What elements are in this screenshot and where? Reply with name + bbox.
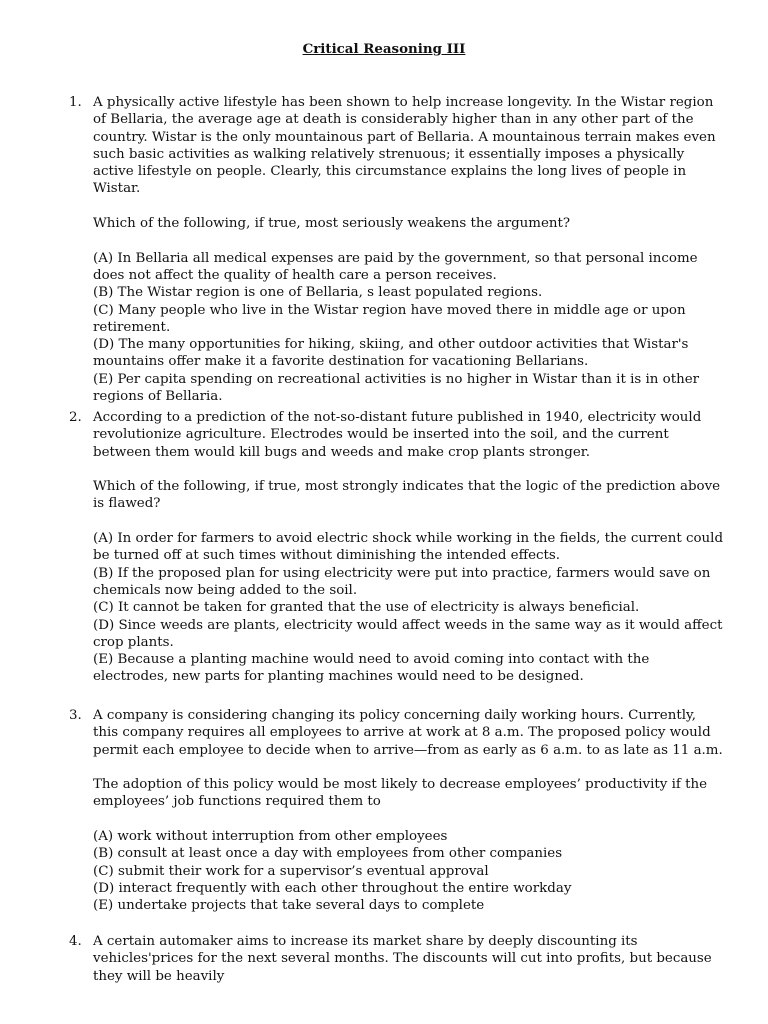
question-2 — [69, 409, 725, 686]
answer-option-b: (B) If the proposed plan for using electricity were put into practice, farmers would save on chemicals now being added to the soil. — [93, 565, 711, 598]
question-prompt: The adoption of this policy would be most likely to decrease employees’ productivity if the employees’ job functions required them to — [93, 777, 707, 810]
question-number: 1. — [69, 95, 82, 110]
question-4 — [69, 933, 725, 985]
question-stem: A certain automaker aims to increase its market share by deeply discounting its vehicles'prices for the next several months. The discounts will cut into profits, but because they will be heavily — [93, 934, 712, 984]
answer-option-e: (E) Per capita spending on recreational activities is no higher in Wistar than it is in other regions of Bellaria. — [93, 371, 700, 405]
page-title: Critical Reasoning III — [302, 41, 466, 57]
answer-option-e: (E) undertake projects that take several days to complete — [93, 898, 485, 914]
answer-option-e: (E) Because a planting machine would need to avoid coming into contact with the electrodes, new parts for planting machines would need to be designed. — [93, 652, 650, 685]
answer-option-a: (A) In order for farmers to avoid electric shock while working in the fields, the current could be turned off at such times without diminishing the intended effects. — [93, 531, 724, 564]
question-stem: According to a prediction of the not-so-distant future published in 1940, electricity would revolutionize agriculture. Electrodes would be inserted into the soil, and the current between them would kill bugs and weeds and make crop plants stronger. — [93, 410, 702, 460]
question-stem: A physically active lifestyle has been shown to help increase longevity. In the Wistar region of Bellaria, the average age at death is considerably higher than in any other part of the country. Wistar is the only mountainous part of Bellaria. A mountainous terrain makes even such basic activities as walking relatively strenuous; it essentially imposes a physically active lifestyle on people. Clearly, this circumstance explains the long lives of people in Wistar. — [93, 95, 716, 197]
question-number: 2. — [69, 410, 82, 425]
question-stem: A company is considering changing its policy concerning daily working hours. Currently, this company requires all employees to arrive at work at 8 a.m. The proposed policy would permit each employee to decide when to arrive—from as early as 6 a.m. to as late as 11 a.m. — [93, 708, 723, 758]
question-number: 4. — [69, 934, 82, 949]
answer-option-d: (D) interact frequently with each other throughout the entire workday — [93, 880, 572, 896]
answer-option-d: (D) The many opportunities for hiking, skiing, and other outdoor activities that Wistar's mountains offer make it a favorite destination for vacationing Bellarians. — [93, 337, 689, 370]
question-prompt: Which of the following, if true, most seriously weakens the argument? — [93, 216, 571, 232]
answer-option-b: (B) consult at least once a day with employees from other companies — [93, 846, 563, 862]
question-prompt: Which of the following, if true, most strongly indicates that the logic of the prediction above is flawed? — [93, 479, 721, 512]
answer-option-d: (D) Since weeds are plants, electricity would affect weeds in the same way as it would affect crop plants. — [93, 617, 723, 650]
answer-option-b: (B) The Wistar region is one of Bellaria, s least populated regions. — [93, 285, 543, 301]
answer-option-a: (A) In Bellaria all medical expenses are paid by the government, so that personal income does not affect the quality of health care a person receives. — [93, 250, 698, 283]
question-number: 3. — [69, 708, 82, 723]
answer-option-c: (C) Many people who live in the Wistar region have moved there in middle age or upon retirement. — [93, 302, 686, 335]
answer-option-c: (C) It cannot be taken for granted that the use of electricity is always beneficial. — [93, 600, 640, 616]
question-3 — [69, 707, 725, 915]
answer-option-c: (C) submit their work for a supervisor’s eventual approval — [93, 863, 489, 879]
question-1 — [69, 94, 725, 405]
answer-option-a: (A) work without interruption from other employees — [93, 829, 448, 845]
